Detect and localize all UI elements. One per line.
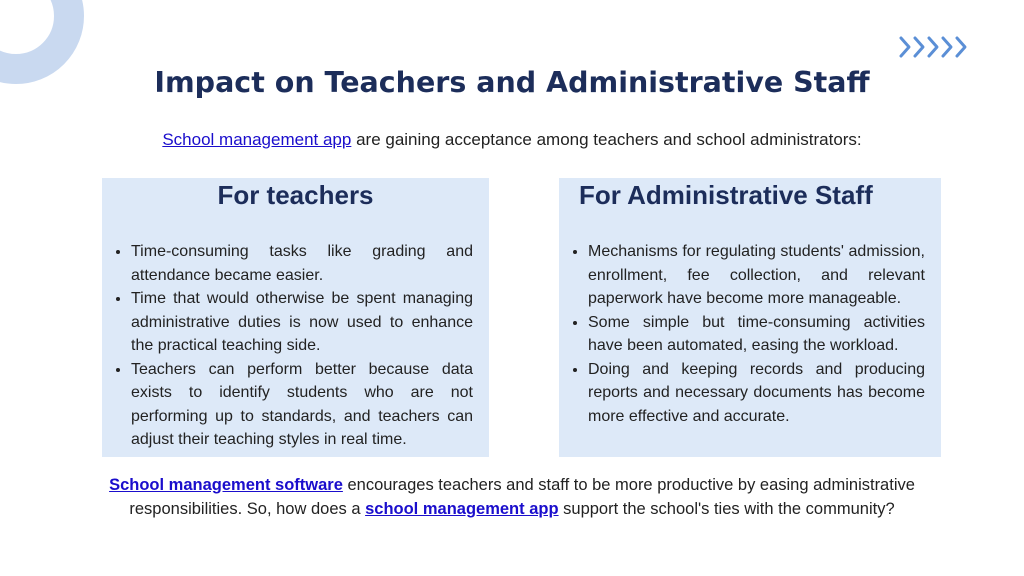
list-item: • Mechanisms for regulating students' admission, enrollment, fee collection, and relevant paperwork have become more manageable. — [588, 240, 925, 311]
chevron-right-icon — [898, 34, 970, 60]
intro-text — [0, 130, 1024, 150]
school-management-app-footer-link[interactable]: school management app — [365, 499, 559, 518]
school-management-software-link[interactable]: School management software — [109, 476, 343, 494]
admin-staff-card — [559, 178, 941, 457]
intro-body: are gaining acceptance among teachers and school administrators: — [351, 130, 862, 149]
teachers-list — [113, 240, 473, 452]
footer-body-1: encourages teachers and staff to be more productive by easing administrative responsibilities. So, how does a — [129, 476, 915, 518]
list-item: • Some simple but time-consuming activities have been automated, easing the workload. — [588, 311, 925, 358]
admin-staff-list — [570, 240, 925, 428]
list-item: • Time-consuming tasks like grading and attendance became easier. — [131, 240, 473, 287]
footer-body-2: support the school's ties with the community? — [558, 499, 895, 518]
school-management-app-link[interactable]: School management app — [162, 130, 352, 149]
list-item: • Teachers can perform better because data exists to identify students who are not performing up to standards, and teachers can adjust their teaching styles in real time. — [131, 358, 473, 452]
page-title: Impact on Teachers and Administrative Staff — [154, 66, 870, 99]
list-item: • Time that would otherwise be spent managing administrative duties is now used to enhance the practical teaching side. — [131, 287, 473, 358]
teachers-card-title: For teachers — [217, 180, 374, 210]
footer-text — [100, 474, 924, 521]
list-item: • Doing and keeping records and producing reports and necessary documents has become more effective and accurate. — [588, 358, 925, 429]
admin-staff-card-title: For Administrative Staff — [579, 180, 873, 210]
teachers-card — [102, 178, 489, 457]
